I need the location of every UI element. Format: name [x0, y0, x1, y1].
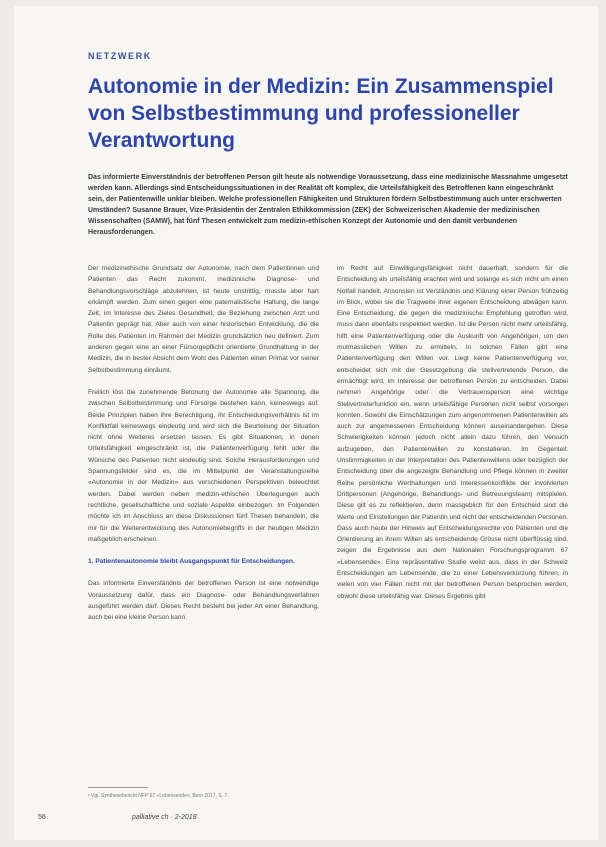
text-column-right — [337, 263, 568, 613]
section-rubric: NETZWERK — [88, 51, 152, 61]
article-title: Autonomie in der Medizin: Ein Zusammenspiel von Selbstbestimmung und professioneller Verantwortung — [88, 75, 554, 152]
article-lead: Das informierte Einverständnis der betroffenen Person gilt heute als notwendige Voraussetzung, dass eine medizinische Massnahme umgesetzt werden kann. Allerdings sind Entscheidungssituationen in der Realität oft komplex, die Urteilsfähigkeit des Betroffenen kann eingeschränkt sein, der Patientenwille unklar bleiben. Welche professionellen Fähigkeiten und Strukturen fördern Selbstbestimmung auch unter erschwerten Umständen? Susanne Brauer, Vize-Präsidentin der Zentralen Ethikkommission (ZEK) der Schweizerischen Akademie der medizinischen Wissenschaften (SAMW), hat fünf Thesen entwickelt zum medizin-ethischen Konzept der Autonomie und den damit verbundenen Herausforderungen. — [88, 174, 568, 236]
paragraph: Freilich löst die zunehmende Betonung der Autonomie alle Spannung, die zwischen Selbstbestimmung und Fürsorge bestehen kann, keineswegs auf. Beide Prinzipien haben ihre Berechtigung, ihr Entscheidungsverhältnis ist im Konfliktfall keineswegs eindeutig und wird sich die Beurteilung der Situation nicht ohne Weiteres ersetzen lassen. Es gibt Situationen, in denen Urteilsfähigkeit eingeschränkt ist, die Patientenverfügung fehlt oder die Wünsche des Patienten nicht eindeutig sind. Solche Herausforderungen und Spannungsfelder sind es, die im Mittelpunkt der Veranstaltungsreihe «Autonomie in der Medizin» aus verschiedenen Perspektiven beleuchtet werden. Dabei werden neben medizin-ethischen Überlegungen auch rechtliche, gesellschaftliche und soziale Aspekte einbezogen. Im Folgenden möchte ich im Anschluss an diese Diskussionen fünf Thesen behandeln, die mir für die Weiterentwicklung des Autonomiebegriffs in der heutigen Medizin maßgeblich erscheinen. — [88, 388, 319, 543]
footnote-rule — [88, 787, 148, 788]
text-column-left — [88, 263, 319, 635]
footnote: ¹ Vgl. Synthesebericht NFP 67 «Lebensende», Bern 2017, S. 7. — [88, 793, 229, 799]
paragraph: Der medizinethische Grundsatz der Autonomie, nach dem Patientinnen und Patienten das Recht zukommt, medizinische Diagnose- und Behandlungsvorschläge abzulehnen, ist heute unstrittig, musste aber hart erkämpft werden. Zum einen gegen eine paternalistische Haltung, die lange Zeit, im Interesse des Zieles Gesundheit, die Beziehung zwischen Arzt und Patientin geprägt hat. Aber auch von einer historischen Entwicklung, die die Rolle des Patienten im Rahmen der Medizin grundsätzlich neu definiert. Zum anderen gegen eine an einer Fürsorgepflicht orientierte Grundhaltung in der Medizin, die in bester Absicht dem Wohl des Patienten einen Primat vor seiner Selbstbestimmung einräumt. — [88, 265, 319, 374]
journal-name: palliative ch · 2-2018 — [132, 814, 197, 821]
paragraph: im Recht auf Einwilligungsfähigkeit nicht dauerhaft, sondern für die Entscheidung als urteilsfähig erachtet wird und solange es sich nicht um einen Notfall handelt. Ansonsten ist Verständnis und Klärung einer Person frühzeitig im Blick, wobei sie die Tragweite ihrer eigenen Entscheidung abwägen kann. Eine Entscheidung, die gegen die medizinische Empfehlung getroffen wird, muss dann ebenfalls respektiert werden. Ist die Person nicht mehr urteilsfähig, hilft eine Patientenverfügung oder die Auskunft von Angehörigen, um den mutmasslichen Willen zu ermitteln. In solchen Fällen gibt eine Patientenverfügung den Willen vor. Liegt keine Patientenverfügung vor, entscheidet sich mit der Gesetzgebung die stellvertretende Person, die ermächtigt wird, im Interesse der betroffenen Person zu entscheiden. Dabei nehmen Angehörige oder die Vertrauensperson eine wichtige Stellvertreterfunktion ein, wenn urteilsfähige Personen nicht selbst vorsorgen konnten. Sowohl die Einschätzungen zum angenommenen Patientenwillen als auch zur angemessenen Entscheidung können auseinandergehen. Diese Schwierigkeiten können jedoch nicht allein dazu führen, den Versuch aufzugeben, den Patientenwillen zu konstatieren. Im Gegenteil: Unstimmigkeiten in der Interpretation des Patientenwillens oder bezüglich der Entscheidung über die angezeigte Behandlung und Pflege können in zweiter Reihe persönliche Werthaltungen und Interessenkonflikte der involvierten Drittpersonen (Angehörige, Behandlungs- und Betreuungsteam) mitspielen. Diese gilt es zu reflektieren, denn massgeblich für den Entscheid sind die Werte und Einstellungen der Patientin und nicht der entscheidenden Personen. Dass auch heute der Hinweis auf Entscheidungsrechte von Patienten und die Orientierung an ihrem Willen als entscheidende Grösse nicht überflüssig sind, zeigen die Ergebnisse aus dem Nationalen Forschungsprogramm 67 «Lebensende». Eine repräsentative Studie weist aus, dass in der Schweiz Entscheidungen am Lebensende, die zu einer Lebensverkürzung führen, in vielen von vier Fällen nicht mit der betroffenen Person besprochen werden, obwohl diese urteilsfähig war. Dieses Ergebnis gibt — [337, 265, 568, 600]
section-heading: 1. Patientenautonomie bleibt Ausgangspunkt für Entscheidungen. — [88, 558, 295, 566]
paragraph: Das informierte Einverständnis der betroffenen Person ist eine notwendige Voraussetzung dafür, dass ein Diagnose- oder Behandlungsverfahren ausgeführt werden darf. Dieses Recht besteht bei jeder Art einer Behandlung, auch bei eine kleine Person kann — [88, 580, 319, 622]
page-number: 56 — [38, 814, 46, 821]
